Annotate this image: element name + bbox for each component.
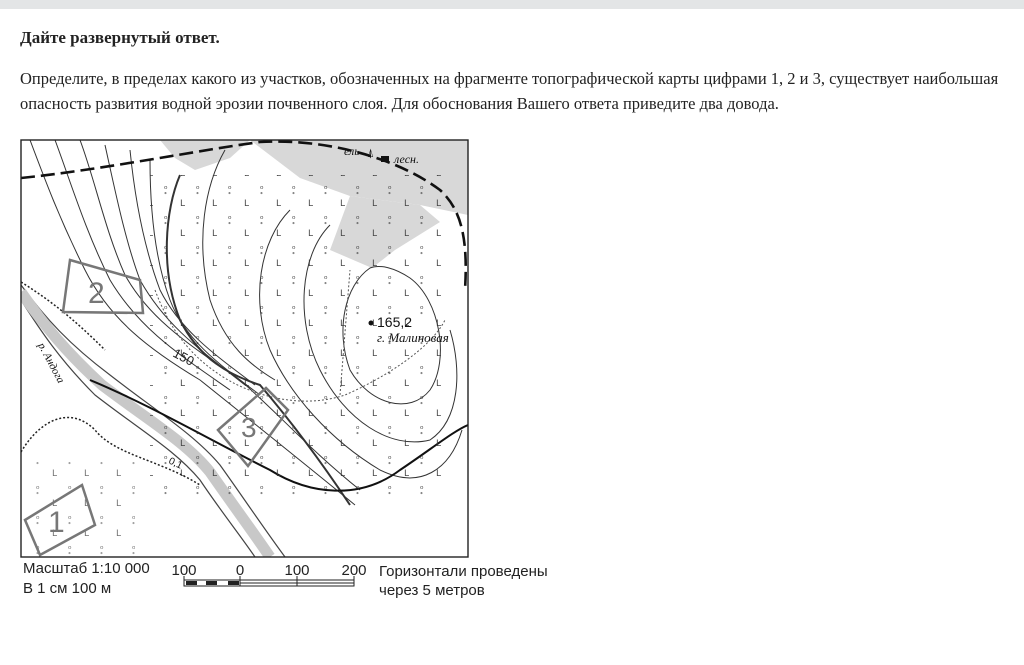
- scale-tick-100-left: 100: [171, 562, 197, 579]
- river-speed: 0,1: [166, 455, 184, 472]
- scale-tick-100: 100: [284, 562, 310, 579]
- forester-house-icon: [381, 156, 389, 162]
- meadow-area: [25, 460, 135, 555]
- gray-area-west: [160, 140, 250, 170]
- contour-150-label: 150: [170, 345, 197, 369]
- scale-tick-0: 0: [235, 562, 245, 579]
- scale-text-2: В 1 см 100 м: [23, 580, 112, 597]
- conifer-icon: ⍋: [367, 146, 375, 160]
- forester-label: лесн.: [394, 152, 419, 166]
- contour-note-2: через 5 метров: [379, 582, 485, 599]
- site-label-3: 3: [241, 412, 257, 443]
- site-label-1: 1: [48, 506, 65, 539]
- summit-name: г. Малиновая: [377, 330, 449, 345]
- forest-label: ель: [344, 144, 360, 158]
- scale-tick-200: 200: [341, 562, 367, 579]
- elevation-mark: 165,2: [377, 314, 413, 330]
- river-name: р. Андога: [35, 340, 67, 386]
- scale-text: Масштаб 1:10 000: [23, 560, 150, 577]
- task-question: Определите, в пределах какого из участков, обозначенных на фрагменте топографической карты цифрами 1, 2 и 3, существует наибольшая опасность развития водной эрозии почвенного слоя. Для обоснования Вашего ответа приведите два довода.: [20, 69, 999, 113]
- scale-bar: [184, 576, 354, 586]
- contour-note: Горизонтали проведены: [379, 563, 548, 580]
- site-label-2: 2: [88, 277, 105, 310]
- task-heading: Дайте развернутый ответ.: [20, 28, 220, 47]
- elevation-point: [369, 321, 374, 326]
